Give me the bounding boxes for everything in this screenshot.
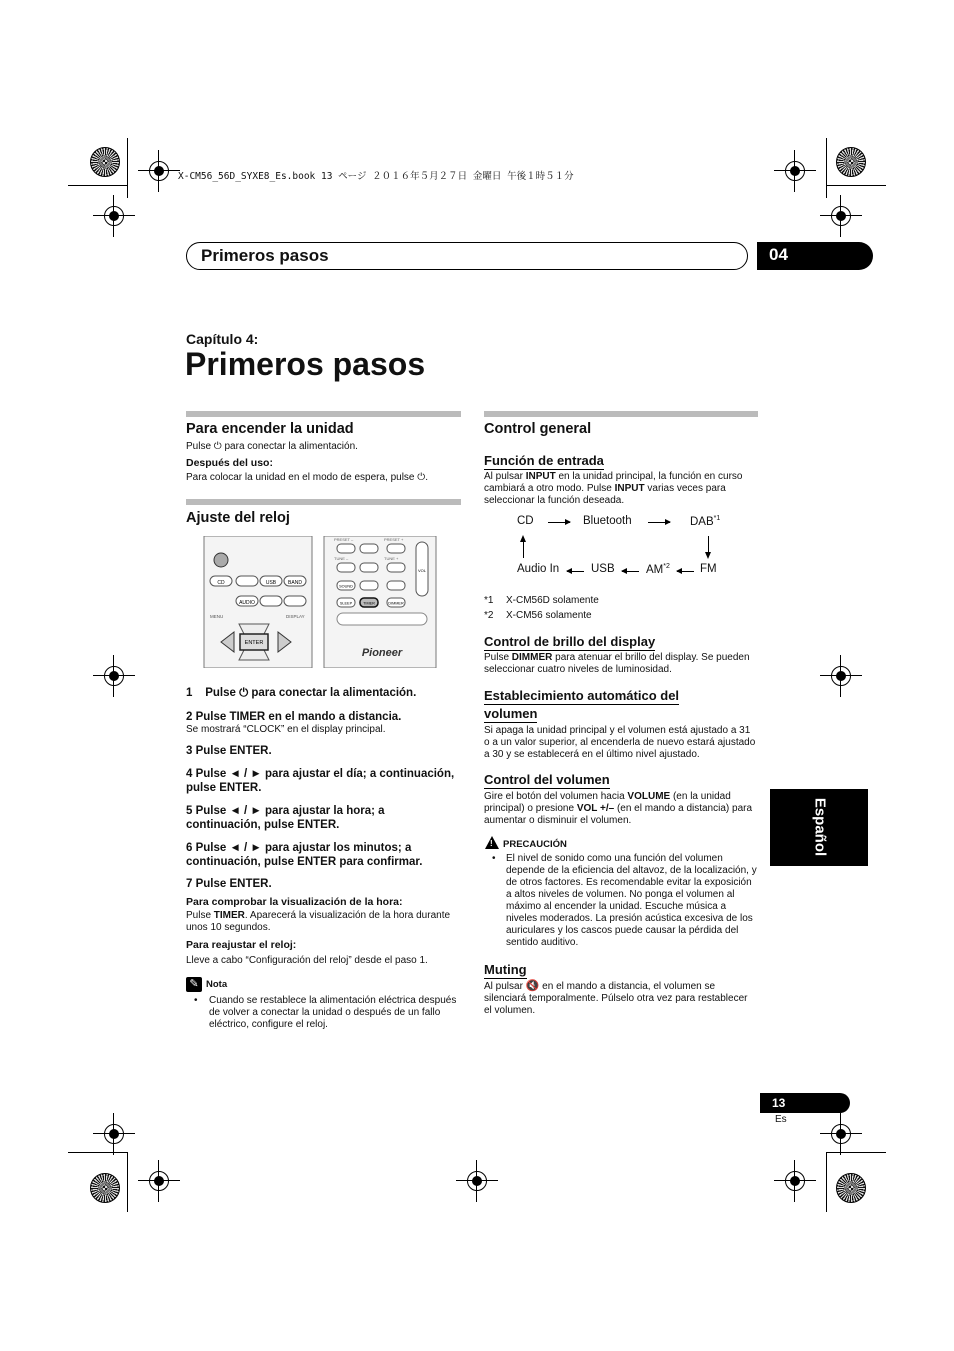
print-line: X-CM56_56D_SYXE8_Es.book 13 ページ ２０１６年５月２７日 金曜日 午後１時５１分	[178, 171, 574, 182]
step-1: 1 Pulse ⏻ para conectar la alimentación.	[186, 687, 417, 699]
crosshair-icon	[99, 661, 129, 691]
caution-bullet: •	[492, 853, 496, 864]
flow-arrow	[677, 571, 694, 572]
crosshair-icon	[826, 201, 856, 231]
crosshair-icon	[826, 1119, 856, 1149]
after-use-label: Después del uso:	[186, 457, 273, 469]
check-time-label: Para comprobar la visualización de la hora:	[186, 896, 403, 908]
svg-text:PRESET –: PRESET –	[334, 537, 354, 542]
note-bullet: •	[194, 995, 198, 1006]
flow-arrow	[548, 522, 570, 523]
power-on-text: Pulse ⏻ para conectar la alimentación.	[186, 441, 358, 452]
footer-lang: Es	[775, 1114, 787, 1125]
step-4: 4 Pulse ◄ / ► para ajustar el día; a continuación, pulse ENTER.	[186, 768, 455, 794]
autovol-text: Si apaga la unidad principal y el volumen está ajustado a 31 o a un valor superior, al encenderla de nuevo estará ajustado a 30 y se establecerá en el último nivel ajustado.	[484, 725, 756, 760]
crosshair-icon	[99, 201, 129, 231]
subsection-dimmer-title: Control de brillo del display	[484, 634, 656, 649]
svg-text:SOUND: SOUND	[339, 584, 353, 589]
language-tab: Español	[770, 789, 868, 866]
step-6: 6 Pulse ◄ / ► para ajustar los minutos; a continuación, pulse ENTER para confirmar.	[186, 842, 423, 868]
header-title: Primeros pasos	[186, 242, 748, 270]
crosshair-icon	[144, 1166, 174, 1196]
flow-audio-in: Audio In	[517, 563, 560, 575]
muting-text: Al pulsar 🔇 en el mando a distancia, el volumen se silenciará temporalmente. Púlselo otra vez para restablecer el volumen.	[484, 980, 748, 1016]
reset-clock-label: Para reajustar el reloj:	[186, 939, 297, 951]
svg-text:VOL: VOL	[417, 568, 427, 573]
crosshair-icon	[780, 156, 810, 186]
registration-disc-icon	[836, 147, 866, 177]
svg-text:TUNE +: TUNE +	[384, 556, 399, 561]
crop-line	[826, 185, 886, 186]
dimmer-text: Pulse DIMMER para atenuar el brillo del display. Se pueden seleccionar cuatro niveles de luminosidad.	[484, 652, 750, 675]
flow-usb: USB	[591, 563, 615, 575]
flow-cd: CD	[517, 515, 534, 527]
step-7: 7 Pulse ENTER.	[186, 878, 272, 890]
svg-text:PRESET +: PRESET +	[384, 537, 404, 542]
flow-fm: FM	[700, 563, 717, 575]
power-icon: ⏻	[417, 472, 426, 483]
chapter-title: Primeros pasos	[185, 346, 426, 382]
flow-arrow	[648, 522, 670, 523]
svg-text:USB: USB	[265, 580, 277, 586]
subsection-input-title: Función de entrada	[484, 453, 604, 468]
flow-arrow	[567, 571, 584, 572]
registration-disc-icon	[836, 1173, 866, 1203]
flow-arrow	[622, 571, 639, 572]
input-text: Al pulsar INPUT en la unidad principal, la función en curso cambiará a otro modo. Pulse INPUT varias veces para seleccionar la función deseada.	[484, 471, 743, 506]
crop-line	[127, 138, 128, 198]
footnote-2: X-CM56 solamente	[506, 610, 592, 621]
crosshair-icon	[99, 1119, 129, 1149]
caution-text: El nivel de sonido como una función del volumen depende de la eficiencia del altavoz, de la localización, y de otros factores. Es recomendable evitar la exposición a altos niveles de volumen. No ponga el volumen al máximo al encender la unidad. Escuche música a niveles moderados. La presión acústica excesiva de los auriculares y los cascos puede causar la pérdida del sentido auditivo.	[506, 853, 757, 948]
registration-disc-icon	[90, 147, 120, 177]
section-bar	[484, 411, 758, 417]
caution-label: PRECAUCIÓN	[503, 839, 567, 850]
note-label: Nota	[206, 979, 228, 990]
note-icon: ✎	[186, 977, 202, 992]
svg-text:ENTER: ENTER	[244, 640, 264, 646]
crop-line	[127, 1152, 128, 1212]
flow-dab: DAB$^{*1}$	[690, 515, 721, 528]
footnote-mark-1: *1	[484, 595, 494, 606]
standby-text: Para colocar la unidad en el modo de espera, pulse ⏻.	[186, 472, 428, 483]
crosshair-icon	[826, 661, 856, 691]
crop-line	[826, 138, 827, 198]
svg-text:MENU: MENU	[210, 614, 224, 619]
svg-text:BAND: BAND	[288, 580, 302, 586]
svg-text:CD: CD	[217, 580, 225, 586]
section-title-clock: Ajuste del reloj	[186, 510, 290, 526]
crosshair-icon	[144, 156, 174, 186]
flow-arrow-head	[705, 552, 711, 559]
svg-text:DISPLAY: DISPLAY	[286, 614, 305, 619]
section-title-power: Para encender la unidad	[186, 421, 354, 437]
svg-text:AUDIO: AUDIO	[239, 600, 255, 606]
subsection-autovol-title-1: Establecimiento automático del	[484, 688, 680, 703]
svg-text:DIMMER: DIMMER	[388, 601, 404, 606]
power-icon: ⏻	[213, 441, 222, 452]
note-text: Cuando se restablece la alimentación eléctrica después de volver a conectar la unidad o después de un fallo eléctrico, configure el reloj.	[209, 995, 457, 1030]
crop-line	[826, 1152, 886, 1153]
registration-disc-icon	[90, 1173, 120, 1203]
svg-text:Pioneer: Pioneer	[361, 647, 403, 659]
crosshair-icon	[780, 1166, 810, 1196]
check-time-text: Pulse TIMER. Aparecerá la visualización de la hora durante unos 10 segundos.	[186, 910, 451, 933]
crop-line	[68, 1152, 128, 1153]
crop-line	[826, 1152, 827, 1212]
chapter-label: Capítulo 4:	[186, 331, 259, 347]
flow-am: AM$^{*2}$	[646, 563, 670, 576]
subsection-autovol-title-2: volumen	[484, 706, 538, 721]
svg-text:TIMER: TIMER	[363, 601, 375, 606]
flow-arrow-head	[520, 535, 526, 542]
section-title-general: Control general	[484, 421, 592, 437]
section-bar	[186, 499, 461, 505]
flow-bluetooth: Bluetooth	[583, 515, 632, 527]
subsection-volume-title: Control del volumen	[484, 772, 610, 787]
remote-control-illustration	[194, 536, 444, 668]
step-3: 3 Pulse ENTER.	[186, 745, 272, 757]
svg-text:TUNE –: TUNE –	[334, 556, 349, 561]
page-number: 13	[760, 1093, 850, 1113]
step-2-note: Se mostrará “CLOCK” en el display principal.	[186, 724, 386, 735]
crosshair-icon	[462, 1166, 492, 1196]
volume-text: Gire el botón del volumen hacia VOLUME (en la unidad principal) o presione VOL +/– (en el mando a distancia) para aumentar o disminuir el volumen.	[484, 791, 753, 826]
step-5: 5 Pulse ◄ / ► para ajustar la hora; a continuación, pulse ENTER.	[186, 805, 385, 831]
section-bar	[186, 411, 461, 417]
power-icon: ⏻	[239, 687, 249, 699]
step-2: 2 Pulse TIMER en el mando a distancia.	[186, 711, 402, 723]
mute-icon: 🔇	[525, 980, 540, 992]
chapter-number-badge: 04	[757, 242, 873, 270]
crop-line	[68, 185, 128, 186]
footnote-mark-2: *2	[484, 610, 494, 621]
warning-mark: !	[490, 839, 493, 848]
reset-clock-text: Lleve a cabo “Configuración del reloj” desde el paso 1.	[186, 955, 428, 966]
svg-text:SLEEP: SLEEP	[339, 601, 353, 606]
footnote-1: X-CM56D solamente	[506, 595, 599, 606]
subsection-muting-title: Muting	[484, 962, 527, 977]
